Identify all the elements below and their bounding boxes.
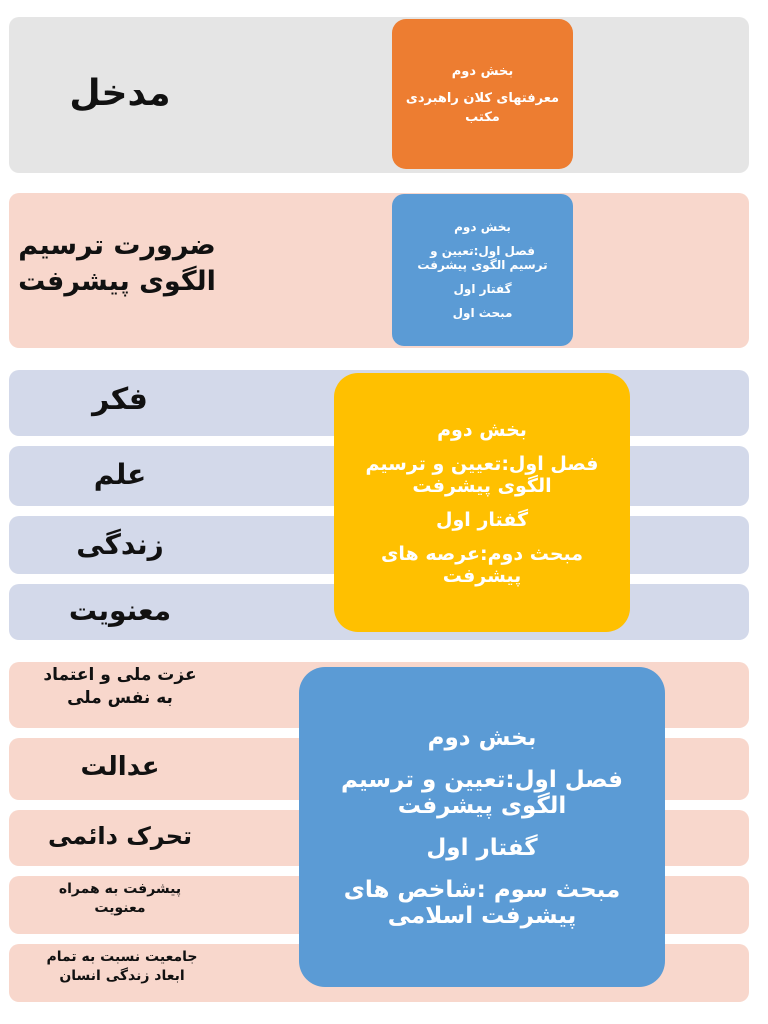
indicator-spirituality-line1: پیشرفت به همراه: [58, 881, 182, 897]
box3-topic-line1: مبحث دوم:عرصه های: [380, 542, 584, 565]
box2-chapter-line1: فصل اول:تعیین و: [430, 244, 535, 258]
indicator-spirituality: [20, 880, 220, 918]
box3-section: بخش دوم: [437, 418, 527, 441]
indicator-justice: عدالت: [80, 752, 160, 782]
box3-chapter-line1: فصل اول:تعیین و ترسیم: [365, 452, 599, 475]
box-yellow: [334, 373, 630, 632]
necessity-line1: ضرورت ترسیم: [18, 230, 216, 261]
box1-title-line2: مکتب: [465, 109, 500, 125]
box1-title-line1: معرفتهای کلان راهبردی: [405, 90, 560, 106]
box4-topic-line1: مبحث سوم :شاخص های: [343, 877, 621, 903]
box3-chapter-line2: الگوی پیشرفت: [412, 474, 552, 497]
necessity-line2: الگوی پیشرفت: [18, 266, 216, 298]
necessity-label: [12, 228, 222, 301]
field-thought: فکر: [92, 382, 148, 417]
box3-discourse: گفتار اول: [436, 508, 528, 531]
indicator-spirituality-line2: معنویت: [94, 899, 146, 916]
box2-chapter-line2: ترسیم الگوی پیشرفت: [417, 258, 548, 272]
box-orange: [392, 19, 573, 169]
indicator-comprehensive-line1: جامعیت نسبت به تمام: [46, 949, 198, 965]
box3-topic-line2: پیشرفت: [442, 564, 522, 587]
box4-topic-line2: پیشرفت اسلامی: [387, 903, 577, 929]
box2-discourse: گفتار اول: [453, 282, 512, 296]
box4-section: بخش دوم: [427, 725, 537, 751]
intro-label: مدخل: [69, 73, 171, 114]
box1-section: بخش دوم: [451, 63, 514, 79]
indicator-dignity: [20, 664, 220, 710]
field-spirituality: معنویت: [68, 594, 172, 627]
indicator-comprehensive-line2: ابعاد زندگی انسان: [59, 967, 185, 984]
field-life: زندگی: [76, 528, 164, 561]
indicator-dignity-line2: به نفس ملی: [67, 687, 173, 708]
box-blue-large: [299, 667, 665, 987]
box-blue-small: [392, 194, 573, 346]
box4-discourse: گفتار اول: [426, 835, 538, 861]
indicator-movement: تحرک دائمی: [47, 822, 193, 850]
box2-section: بخش دوم: [454, 220, 511, 234]
box2-topic: مبحث اول: [452, 306, 513, 320]
box4-chapter-line2: الگوی پیشرفت: [397, 793, 567, 819]
field-science: علم: [93, 458, 147, 491]
indicator-dignity-line1: عزت ملی و اعتماد: [43, 665, 197, 685]
indicator-comprehensive: [14, 948, 230, 986]
box4-chapter-line1: فصل اول:تعیین و ترسیم: [341, 767, 623, 793]
